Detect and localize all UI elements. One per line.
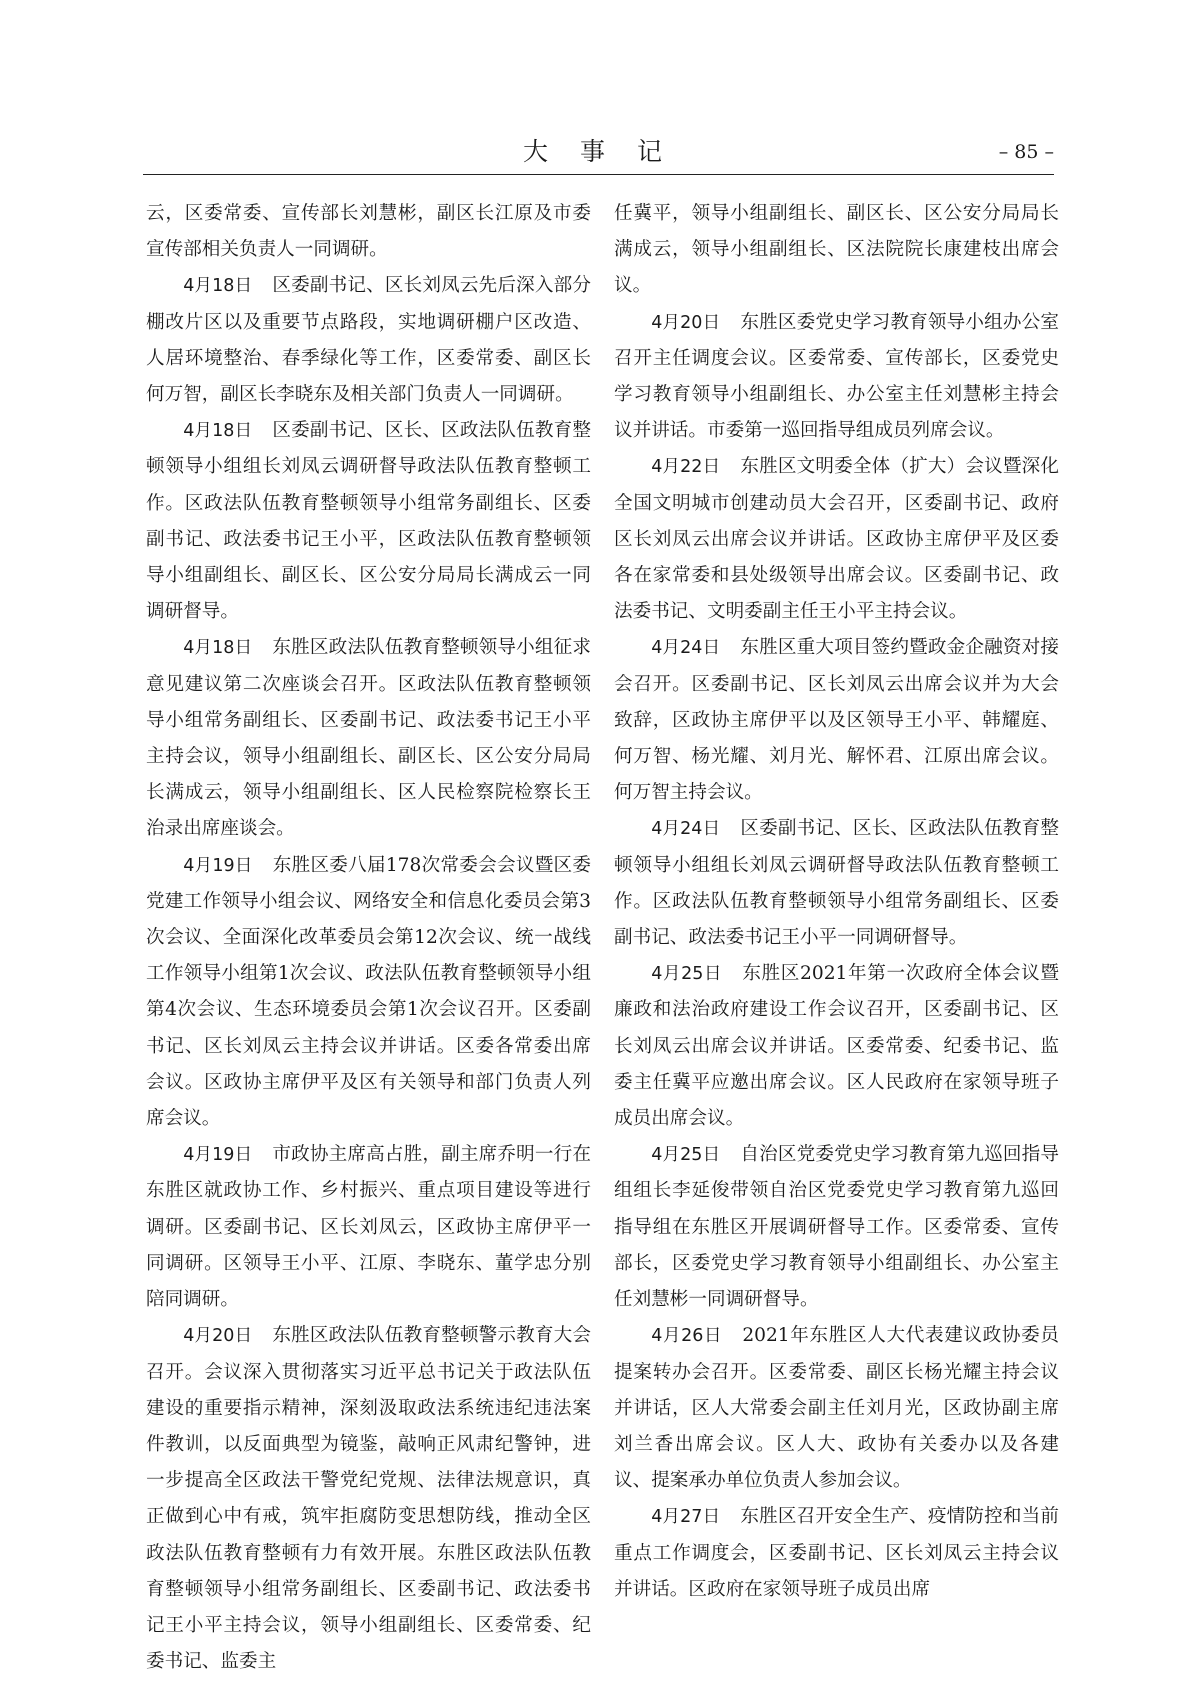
chronicle-entry <box>146 196 591 268</box>
entry-text: 区委副书记、区长、区政法队伍教育整顿领导小组组长刘凤云调研督导政法队伍教育整顿工作。区政法队伍教育整顿领导小组常务副组长、区委副书记、政法委书记王小平，区政法队伍教育整顿领导小组副组长、副区长、区公安分局局长满成云一同调研督导。 <box>146 420 591 623</box>
chronicle-entry <box>614 1137 1059 1318</box>
entry-text: 区委副书记、区长刘凤云先后深入部分棚改片区以及重要节点路段，实地调研棚户区改造、人居环境整治、春季绿化等工作，区委常委、副区长何万智，副区长李晓东及相关部门负责人一同调研。 <box>146 275 591 406</box>
entry-date: 4月20日 <box>183 1326 253 1347</box>
entry-text: 区委副书记、区长、区政法队伍教育整顿领导小组组长刘凤云调研督导政法队伍教育整顿工作。区政法队伍教育整顿领导小组常务副组长、区委副书记、政法委书记王小平一同调研督导。 <box>614 818 1059 949</box>
entry-date: 4月27日 <box>651 1507 721 1528</box>
entry-text: 自治区党委党史学习教育第九巡回指导组组长李延俊带领自治区党委党史学习教育第九巡回指导组在东胜区开展调研督导工作。区委常委、宣传部长，区委党史学习教育领导小组副组长、办公室主任刘慧彬一同调研督导。 <box>614 1144 1059 1311</box>
chronicle-entry <box>614 305 1059 450</box>
entry-date: 4月19日 <box>183 1145 253 1166</box>
entry-text: 东胜区委党史学习教育领导小组办公室召开主任调度会议。区委常委、宣传部长，区委党史学习教育领导小组副组长、办公室主任刘慧彬主持会议并讲话。市委第一巡回指导组成员列席会议。 <box>614 311 1059 442</box>
right-column <box>614 196 1059 1600</box>
chronicle-entry <box>614 449 1059 630</box>
chronicle-entry <box>614 811 1059 956</box>
running-header <box>143 136 1054 175</box>
entry-text: 东胜区2021年第一次政府全体会议暨廉政和法治政府建设工作会议召开，区委副书记、区长刘凤云出席会议并讲话。区委常委、纪委书记、监委主任冀平应邀出席会议。区人民政府在家领导班子成员出席会议。 <box>614 963 1059 1130</box>
entry-date: 4月18日 <box>183 276 253 297</box>
chronicle-entry <box>146 268 591 413</box>
entry-date: 4月24日 <box>651 819 721 840</box>
chronicle-entry <box>146 413 591 630</box>
entry-text: 市政协主席高占胜，副主席乔明一行在东胜区就政协工作、乡村振兴、重点项目建设等进行调研。区委副书记、区长刘凤云，区政协主席伊平一同调研。区领导王小平、江原、李晓东、董学忠分别陪同调研。 <box>146 1144 591 1311</box>
entry-text: 东胜区委八届178次常委会会议暨区委党建工作领导小组会议、网络安全和信息化委员会第3次会议、全面深化改革委员会第12次会议、统一战线工作领导小组第1次会议、政法队伍教育整顿领导小组第4次会议、生态环境委员会第1次会议召开。区委副书记、区长刘凤云主持会议并讲话。区委各常委出席会议。区政协主席伊平及区有关领导和部门负责人列席会议。 <box>146 854 591 1130</box>
entry-date: 4月18日 <box>183 638 253 659</box>
chronicle-entry <box>614 1318 1059 1499</box>
entry-date: 4月24日 <box>651 638 721 659</box>
section-title: 大 事 记 <box>523 137 674 166</box>
chronicle-entry <box>614 956 1059 1137</box>
entry-text: 东胜区重大项目签约暨政金企融资对接会召开。区委副书记、区长刘凤云出席会议并为大会致辞，区政协主席伊平以及区领导王小平、韩耀庭、何万智、杨光耀、刘月光、解怀君、江原出席会议。何万智主持会议。 <box>614 637 1059 804</box>
entry-date: 4月19日 <box>183 855 253 876</box>
entry-text: 2021年东胜区人大代表建议政协委员提案转办会召开。区委常委、副区长杨光耀主持会议并讲话，区人大常委会副主任刘月光，区政协副主席刘兰香出席会议。区人大、政协有关委办以及各建议、提案承办单位负责人参加会议。 <box>614 1325 1059 1492</box>
entry-text: 东胜区召开安全生产、疫情防控和当前重点工作调度会，区委副书记、区长刘凤云主持会议并讲话。区政府在家领导班子成员出席 <box>614 1506 1059 1600</box>
entry-text: 东胜区政法队伍教育整顿领导小组征求意见建议第二次座谈会召开。区政法队伍教育整顿领导小组常务副组长、区委副书记、政法委书记王小平主持会议，领导小组副组长、副区长、区公安分局局长满成云，领导小组副组长、区人民检察院检察长王治录出席座谈会。 <box>146 637 591 840</box>
chronicle-entry <box>146 1318 591 1680</box>
entry-date: 4月25日 <box>651 1145 721 1166</box>
entry-text: 东胜区文明委全体（扩大）会议暨深化全国文明城市创建动员大会召开，区委副书记、政府区长刘凤云出席会议并讲话。区政协主席伊平及区委各在家常委和县处级领导出席会议。区委副书记、政法委书记、文明委副主任王小平主持会议。 <box>614 456 1059 623</box>
entry-text: 任冀平，领导小组副组长、副区长、区公安分局局长满成云，领导小组副组长、区法院院长康建枝出席会议。 <box>614 203 1059 297</box>
chronicle-entry <box>614 1499 1059 1608</box>
entry-date: 4月22日 <box>651 457 721 478</box>
entry-text: 东胜区政法队伍教育整顿警示教育大会召开。会议深入贯彻落实习近平总书记关于政法队伍建设的重要指示精神，深刻汲取政法系统违纪违法案件教训，以反面典型为镜鉴，敲响正风肃纪警钟，进一步提高全区政法干警党纪党规、法律法规意识，真正做到心中有戒，筑牢拒腐防变思想防线，推动全区政法队伍教育整顿有力有效开展。东胜区政法队伍教育整顿领导小组常务副组长、区委副书记、政法委书记王小平主持会议，领导小组副组长、区委常委、纪委书记、监委主 <box>146 1325 591 1673</box>
left-column <box>146 196 591 1673</box>
chronicle-entry <box>614 196 1059 305</box>
chronicle-entry <box>146 848 591 1138</box>
entry-date: 4月18日 <box>183 421 253 442</box>
entry-text: 云，区委常委、宣传部长刘慧彬，副区长江原及市委宣传部相关负责人一同调研。 <box>146 203 591 261</box>
chronicle-entry <box>614 630 1059 811</box>
entry-date: 4月25日 <box>651 964 723 985</box>
entry-date: 4月20日 <box>651 312 721 333</box>
entry-date: 4月26日 <box>651 1326 723 1347</box>
chronicle-entry <box>146 630 591 847</box>
chronicle-entry <box>146 1137 591 1318</box>
page-number: – 85 – <box>998 141 1054 163</box>
